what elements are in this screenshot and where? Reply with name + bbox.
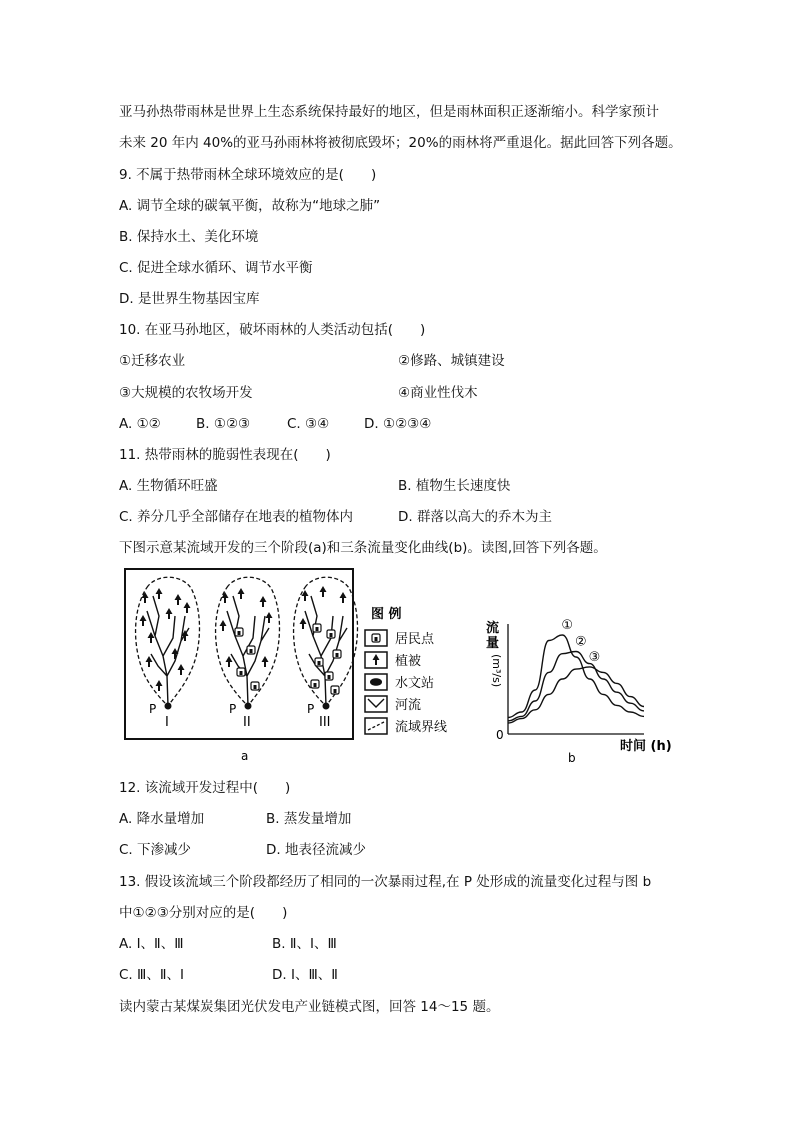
intro-line-1: 亚马孙热带雨林是世界上生态系统保持最好的地区，但是雨林面积正逐渐缩小。科学家预计 <box>119 104 659 120</box>
q12-option-a: A. 降水量增加 <box>119 811 205 827</box>
q9-option-c: C. 促进全球水循环、调节水平衡 <box>119 260 313 276</box>
basin-stage-3 <box>294 577 358 709</box>
stage-3-label: III <box>319 715 331 730</box>
figure-a-caption: a <box>241 749 249 763</box>
series-line-3 <box>508 667 644 723</box>
q10-item-2: ②修路、城镇建设 <box>398 353 505 369</box>
series-label-3: ③ <box>588 649 601 665</box>
figure-a-basin-stages <box>123 566 467 766</box>
q10-item-1: ①迁移农业 <box>119 353 186 369</box>
q11-option-b: B. 植物生长速度快 <box>398 478 511 494</box>
intro-line-2: 未来 20 年内 40%的亚马孙雨林将被彻底毁坏；20%的雨林将严重退化。据此回答下列各题。 <box>119 135 682 151</box>
q11-option-a: A. 生物循环旺盛 <box>119 478 218 494</box>
stage-1-label: I <box>165 715 169 730</box>
legend-title: 图 例 <box>371 607 402 622</box>
series-label-1: ① <box>561 618 574 633</box>
q11-option-c: C. 养分几乎全部储存在地表的植物体内 <box>119 509 354 525</box>
q10-item-3: ③大规模的农牧场开发 <box>119 385 253 401</box>
q9-option-d: D. 是世界生物基因宝库 <box>119 291 260 307</box>
figure-intro: 下图示意某流域开发的三个阶段(a)和三条流量变化曲线(b)。读图,回答下列各题。 <box>119 540 607 556</box>
figure-a-legend <box>365 606 447 735</box>
legend-vegetation: 植被 <box>395 654 422 669</box>
q10-item-4: ④商业性伐木 <box>398 385 478 401</box>
q13-option-d: D. Ⅰ、Ⅲ、Ⅱ <box>272 967 338 983</box>
legend-river: 河流 <box>395 698 422 713</box>
series-label-2: ② <box>575 634 587 650</box>
q12-option-b: B. 蒸发量增加 <box>266 811 352 827</box>
q9-stem: 9. 不属于热带雨林全球环境效应的是( ) <box>119 167 377 183</box>
legend-basin-boundary: 流域界线 <box>395 720 448 735</box>
stage-3-point-label: P <box>307 702 315 716</box>
basin-stage-2 <box>216 577 280 709</box>
q11-stem: 11. 热带雨林的脆弱性表现在( ) <box>119 447 331 463</box>
q13-stem-line-1: 13. 假设该流域三个阶段都经历了相同的一次暴雨过程,在 P 处形成的流量变化过程与图 b <box>119 874 652 890</box>
q9-option-b: B. 保持水土、美化环境 <box>119 229 259 245</box>
q13-option-c: C. Ⅲ、Ⅱ、Ⅰ <box>119 967 184 983</box>
q10-option-a: A. ①② <box>119 416 161 432</box>
stage-2-label: II <box>243 715 251 730</box>
q9-option-a: A. 调节全球的碳氧平衡，故称为“地球之肺” <box>119 198 381 214</box>
q13-option-a: A. Ⅰ、Ⅱ、Ⅲ <box>119 936 184 952</box>
figure-b-hydrograph <box>484 566 674 766</box>
q13-stem-line-2: 中①②③分别对应的是( ) <box>119 905 288 921</box>
legend-settlement: 居民点 <box>395 632 435 647</box>
y-axis-label <box>486 620 503 687</box>
x-axis-label: 时间 (h) <box>620 739 672 754</box>
section-intro-14-15: 读内蒙古某煤炭集团光伏发电产业链模式图，回答 14～15 题。 <box>119 999 500 1015</box>
legend-hydro-station: 水文站 <box>395 676 435 691</box>
figure-b-caption: b <box>568 751 576 765</box>
q10-option-b: B. ①②③ <box>196 416 251 432</box>
q10-option-c: C. ③④ <box>287 416 330 432</box>
origin-label: 0 <box>496 728 504 742</box>
stage-1-point-label: P <box>149 702 157 716</box>
y-label-text-2: 量 <box>486 636 500 651</box>
stage-2-point-label: P <box>229 702 237 716</box>
y-label-unit: (m³/s) <box>490 654 503 688</box>
q12-option-d: D. 地表径流减少 <box>266 842 366 858</box>
q12-option-c: C. 下渗减少 <box>119 842 192 858</box>
basin-stage-1 <box>136 577 200 709</box>
q12-stem: 12. 该流域开发过程中( ) <box>119 780 291 796</box>
series-line-2 <box>508 649 644 721</box>
q11-option-d: D. 群落以高大的乔木为主 <box>398 509 552 525</box>
q10-stem: 10. 在亚马孙地区，破坏雨林的人类活动包括( ) <box>119 322 426 338</box>
series-layer <box>508 618 644 723</box>
y-label-text-1: 流 <box>486 621 500 636</box>
q13-option-b: B. Ⅱ、Ⅰ、Ⅲ <box>272 936 337 952</box>
q10-option-d: D. ①②③④ <box>364 416 432 432</box>
